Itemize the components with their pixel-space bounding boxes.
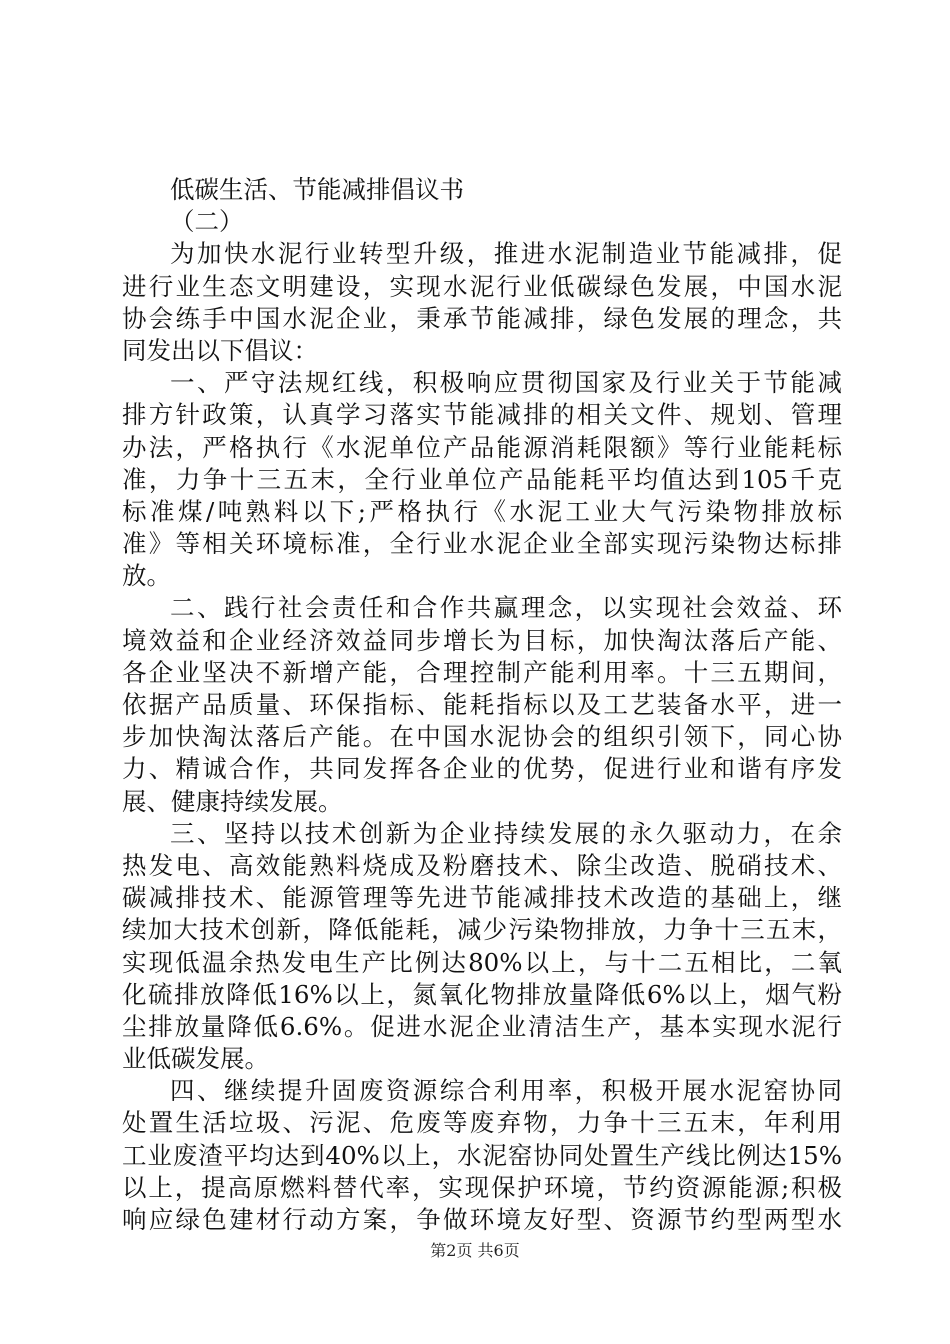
text-line: 工业废渣平均达到40%以上，水泥窑协同处置生产线比例达15% — [122, 1140, 842, 1170]
text-line: 一、严守法规红线，积极响应贯彻国家及行业关于节能减 — [170, 368, 842, 398]
text-line: 力、精诚合作，共同发挥各企业的优势，促进行业和谐有序发 — [122, 754, 842, 784]
text-line: 业低碳发展。 — [122, 1044, 269, 1074]
text-line: 准，力争十三五末，全行业单位产品能耗平均值达到105千克 — [122, 464, 842, 494]
text-line: 处置生活垃圾、污泥、危废等废弃物，力争十三五末，年利用 — [122, 1108, 842, 1138]
text-line: 境效益和企业经济效益同步增长为目标，加快淘汰落后产能、 — [122, 625, 842, 655]
text-line: 响应绿色建材行动方案，争做环境友好型、资源节约型两型水 — [122, 1205, 842, 1234]
page-footer: 第2页 共6页 — [430, 1241, 520, 1260]
text-line: 展、健康持续发展。 — [122, 786, 343, 816]
text-line: 续加大技术创新，降低能耗，减少污染物排放，力争十三五末， — [122, 915, 842, 945]
text-line: 尘排放量降低6.6%。促进水泥企业清洁生产，基本实现水泥行 — [122, 1011, 842, 1041]
document-body — [122, 174, 842, 1236]
text-line: 四、继续提升固废资源综合利用率，积极开展水泥窑协同 — [170, 1076, 842, 1106]
document-subtitle: （二） — [170, 207, 244, 237]
text-line: 步加快淘汰落后产能。在中国水泥协会的组织引领下，同心协 — [122, 722, 842, 752]
text-line: 同发出以下倡议： — [122, 335, 318, 365]
text-line: 化硫排放降低16%以上，氮氧化物排放量降低6%以上，烟气粉 — [122, 979, 842, 1009]
text-line: 以上，提高原燃料替代率，实现保护环境，节约资源能源;积极 — [122, 1172, 842, 1202]
text-line: 协会练手中国水泥企业，秉承节能减排，绿色发展的理念，共 — [122, 303, 842, 333]
text-line: 放。 — [122, 561, 171, 591]
text-line: 排方针政策，认真学习落实节能减排的相关文件、规划、管理 — [122, 400, 842, 430]
text-line: 热发电、高效能熟料烧成及粉磨技术、除尘改造、脱硝技术、 — [122, 850, 842, 880]
text-line: 二、践行社会责任和合作共赢理念，以实现社会效益、环 — [170, 593, 842, 623]
document-title: 低碳生活、节能减排倡议书 — [170, 175, 464, 204]
text-line: 标准煤/吨熟料以下;严格执行《水泥工业大气污染物排放标 — [122, 496, 842, 526]
text-line: 依据产品质量、环保指标、能耗指标以及工艺装备水平，进一 — [122, 690, 842, 719]
text-line: 三、坚持以技术创新为企业持续发展的永久驱动力，在余 — [170, 818, 842, 848]
text-line: 进行业生态文明建设，实现水泥行业低碳绿色发展，中国水泥 — [122, 271, 842, 301]
text-line: 碳减排技术、能源管理等先进节能减排技术改造的基础上，继 — [122, 883, 842, 913]
text-line: 实现低温余热发电生产比例达80%以上，与十二五相比，二氧 — [122, 947, 842, 977]
text-line: 准》等相关环境标准，全行业水泥企业全部实现污染物达标排 — [122, 529, 842, 559]
text-line: 办法，严格执行《水泥单位产品能源消耗限额》等行业能耗标 — [122, 432, 842, 462]
text-line: 为加快水泥行业转型升级，推进水泥制造业节能减排，促 — [170, 239, 842, 269]
text-line: 各企业坚决不新增产能，合理控制产能利用率。十三五期间， — [122, 657, 842, 687]
